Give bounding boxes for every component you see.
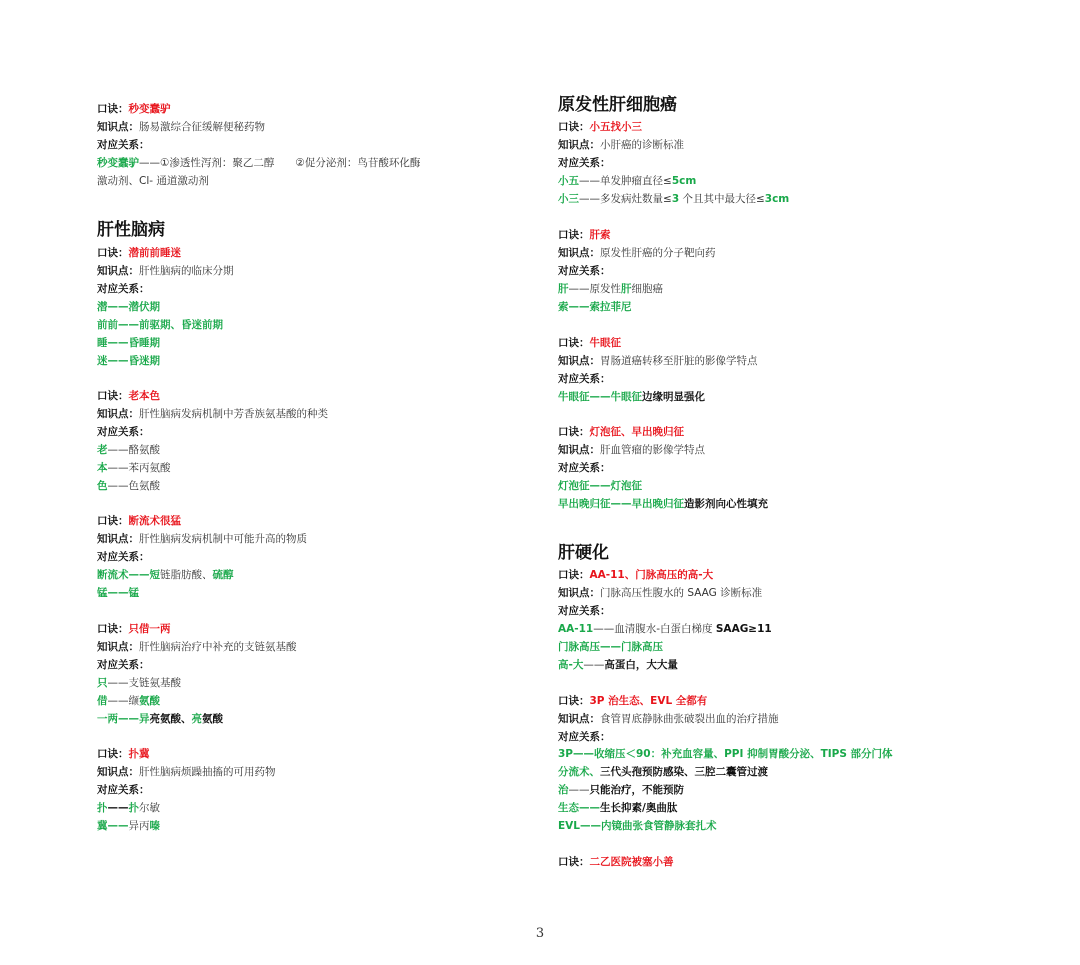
mnemonic-line: 口诀：秒变蠢驴 bbox=[97, 103, 171, 115]
relation-label: 对应关系： bbox=[558, 605, 611, 617]
relation-line: 高-大——高蛋白，大大量 bbox=[558, 659, 678, 671]
relation-label: 对应关系： bbox=[97, 426, 150, 438]
mnemonic-line: 口诀：小五找小三 bbox=[558, 121, 642, 133]
relation-line: 3P——收缩压＜90：补充血容量、PPI 抑制胃酸分泌、TIPS 部分门体 bbox=[558, 748, 893, 760]
relation-line: 秒变蠢驴——①渗透性泻剂：聚乙二醇 ②促分泌剂：鸟苷酸环化酶 bbox=[97, 157, 421, 169]
relation-line: 治——只能治疗，不能预防 bbox=[558, 784, 684, 796]
mnemonic-line: 口诀：灯泡征、早出晚归征 bbox=[558, 426, 684, 438]
relation-label: 对应关系： bbox=[558, 265, 611, 277]
mnemonic-line: 口诀：AA-11、门脉高压的高-大 bbox=[558, 569, 714, 581]
relation-line: 激动剂、Cl- 通道激动剂 bbox=[97, 175, 209, 187]
relation-label: 对应关系： bbox=[97, 784, 150, 796]
relation-line: AA-11——血清腹水-白蛋白梯度 SAAG≥11 bbox=[558, 623, 772, 635]
knowledge-point: 知识点：原发性肝癌的分子靶向药 bbox=[558, 247, 716, 259]
relation-line: 生态——生长抑素/奥曲肽 bbox=[558, 802, 678, 814]
knowledge-point: 知识点：门脉高压性腹水的 SAAG 诊断标准 bbox=[558, 587, 763, 599]
relation-line: 潜——潜伏期 bbox=[97, 301, 160, 313]
relation-line: 睡——昏睡期 bbox=[97, 337, 160, 349]
relation-line: 借——缬氨酸 bbox=[97, 695, 160, 707]
relation-line: 锰——锰 bbox=[97, 587, 139, 599]
relation-line: 前前——前驱期、昏迷前期 bbox=[97, 319, 223, 331]
mnemonic-line: 口诀：只借一两 bbox=[97, 623, 171, 635]
relation-line: 牛眼征——牛眼征边缘明显强化 bbox=[558, 391, 705, 403]
mnemonic-line: 口诀：牛眼征 bbox=[558, 337, 621, 349]
knowledge-point: 知识点：肝血管瘤的影像学特点 bbox=[558, 444, 705, 456]
knowledge-point: 知识点：肝性脑病发病机制中可能升高的物质 bbox=[97, 533, 307, 545]
relation-line: 一两——异亮氨酸、亮氨酸 bbox=[97, 713, 223, 725]
relation-line: 色——色氨酸 bbox=[97, 480, 160, 492]
relation-label: 对应关系： bbox=[97, 551, 150, 563]
relation-label: 对应关系： bbox=[97, 139, 150, 151]
section-heading: 肝性脑病 bbox=[97, 220, 165, 240]
relation-label: 对应关系： bbox=[97, 283, 150, 295]
relation-line: 索——索拉菲尼 bbox=[558, 301, 632, 313]
mnemonic-line: 口诀：扑冀 bbox=[97, 748, 150, 760]
relation-line: 早出晚归征——早出晚归征造影剂向心性填充 bbox=[558, 498, 768, 510]
knowledge-point: 知识点：肝性脑病发病机制中芳香族氨基酸的种类 bbox=[97, 408, 328, 420]
relation-line: 冀——异丙嗪 bbox=[97, 820, 160, 832]
relation-label: 对应关系： bbox=[558, 462, 611, 474]
relation-label: 对应关系： bbox=[558, 157, 611, 169]
relation-line: 分流术、三代头孢预防感染、三腔二囊管过渡 bbox=[558, 766, 768, 778]
section-heading: 肝硬化 bbox=[558, 543, 609, 563]
knowledge-point: 知识点：食管胃底静脉曲张破裂出血的治疗措施 bbox=[558, 713, 779, 725]
relation-line: 小五——单发肿瘤直径≤5cm bbox=[558, 175, 697, 187]
page-number: 3 bbox=[535, 926, 545, 941]
relation-line: 肝——原发性肝细胞癌 bbox=[558, 283, 663, 295]
knowledge-point: 知识点：胃肠道癌转移至肝脏的影像学特点 bbox=[558, 355, 758, 367]
relation-line: 门脉高压——门脉高压 bbox=[558, 641, 663, 653]
mnemonic-line: 口诀：断流术很猛 bbox=[97, 515, 181, 527]
relation-line: 迷——昏迷期 bbox=[97, 355, 160, 367]
knowledge-point: 知识点：肝性脑病烦躁抽搐的可用药物 bbox=[97, 766, 276, 778]
relation-label: 对应关系： bbox=[97, 659, 150, 671]
mnemonic-line: 口诀：潜前前睡迷 bbox=[97, 247, 181, 259]
knowledge-point: 知识点：肠易激综合征缓解便秘药物 bbox=[97, 121, 265, 133]
relation-line: 扑——扑尔敏 bbox=[97, 802, 160, 814]
mnemonic-line: 口诀：3P 治生态、EVL 全都有 bbox=[558, 695, 708, 707]
relation-line: 老——酪氨酸 bbox=[97, 444, 160, 456]
mnemonic-line: 口诀：老本色 bbox=[97, 390, 160, 402]
relation-line: 灯泡征——灯泡征 bbox=[558, 480, 642, 492]
relation-label: 对应关系： bbox=[558, 731, 611, 743]
knowledge-point: 知识点：肝性脑病治疗中补充的支链氨基酸 bbox=[97, 641, 297, 653]
section-heading: 原发性肝细胞癌 bbox=[558, 95, 677, 115]
relation-line: 小三——多发病灶数量≤3 个且其中最大径≤3cm bbox=[558, 193, 790, 205]
relation-label: 对应关系： bbox=[558, 373, 611, 385]
relation-line: EVL——内镜曲张食管静脉套扎术 bbox=[558, 820, 717, 832]
knowledge-point: 知识点：肝性脑病的临床分期 bbox=[97, 265, 234, 277]
mnemonic-line: 口诀：二乙医院被塞小善 bbox=[558, 856, 674, 868]
relation-line: 只——支链氨基酸 bbox=[97, 677, 181, 689]
knowledge-point: 知识点：小肝癌的诊断标准 bbox=[558, 139, 684, 151]
relation-line: 本——苯丙氨酸 bbox=[97, 462, 171, 474]
relation-line: 断流术——短链脂肪酸、硫醇 bbox=[97, 569, 234, 581]
mnemonic-line: 口诀：肝索 bbox=[558, 229, 611, 241]
